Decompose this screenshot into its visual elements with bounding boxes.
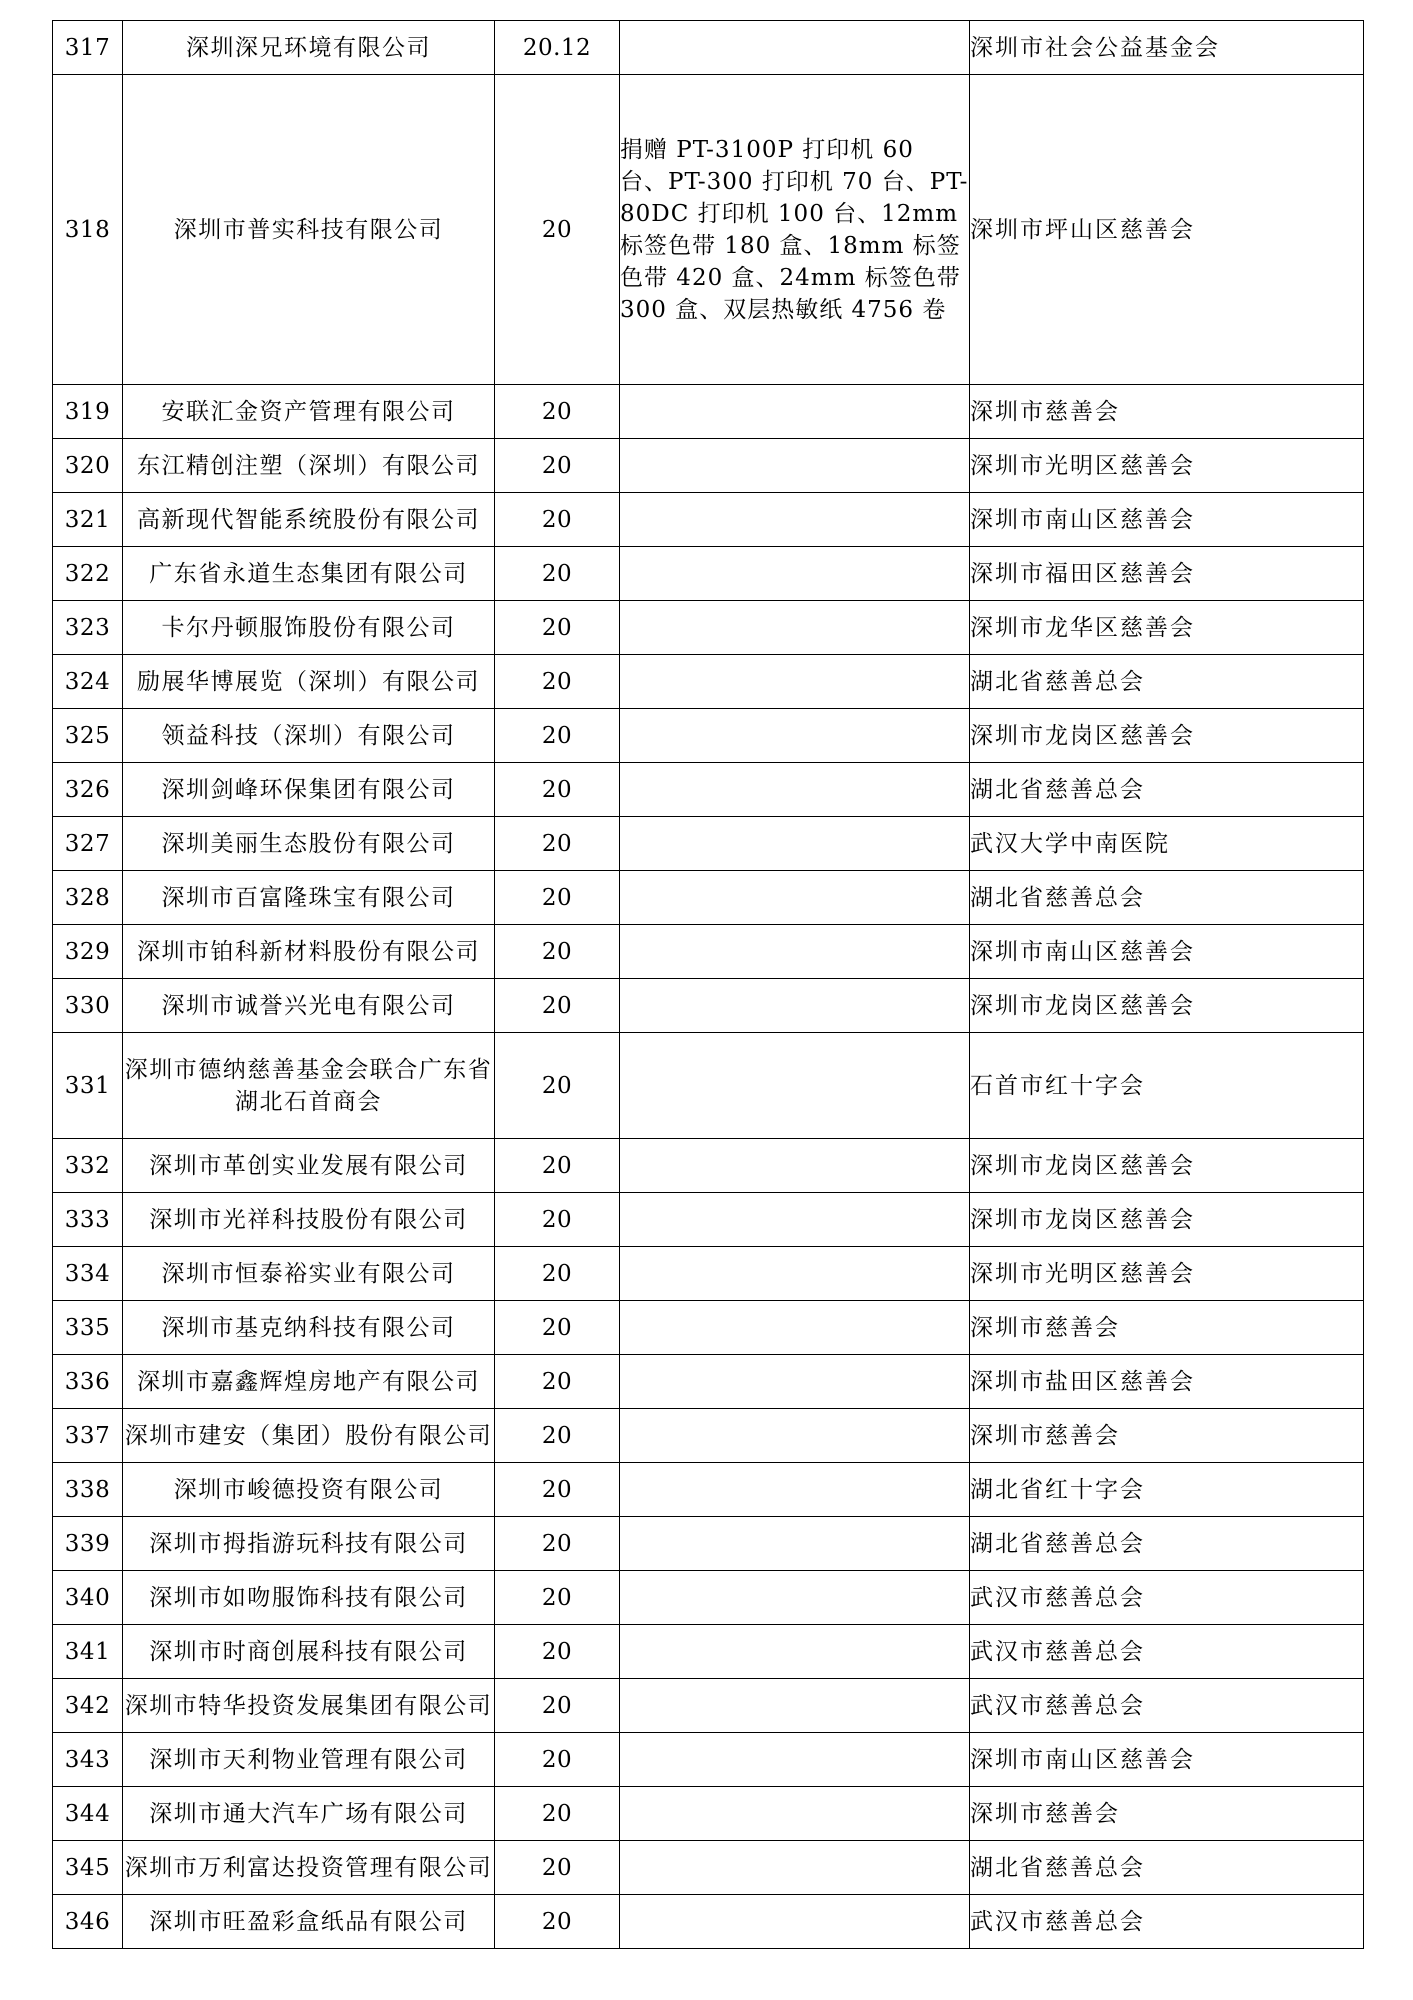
recipient-organization: 武汉大学中南医院 (970, 817, 1364, 871)
recipient-organization: 深圳市慈善会 (970, 385, 1364, 439)
recipient-organization: 深圳市龙岗区慈善会 (970, 979, 1364, 1033)
donation-amount: 20.12 (495, 21, 620, 75)
recipient-organization: 深圳市慈善会 (970, 1409, 1364, 1463)
donation-note (620, 601, 970, 655)
recipient-organization: 深圳市光明区慈善会 (970, 1247, 1364, 1301)
donation-amount: 20 (495, 1571, 620, 1625)
table-row (53, 709, 1364, 763)
donor-name: 深圳市旺盈彩盒纸品有限公司 (123, 1895, 495, 1949)
row-number: 324 (53, 655, 123, 709)
donation-amount: 20 (495, 1463, 620, 1517)
donor-name: 深圳市恒泰裕实业有限公司 (123, 1247, 495, 1301)
row-number: 338 (53, 1463, 123, 1517)
recipient-organization: 湖北省慈善总会 (970, 871, 1364, 925)
donation-note (620, 385, 970, 439)
table-row (53, 385, 1364, 439)
row-number: 323 (53, 601, 123, 655)
donor-name: 深圳剑峰环保集团有限公司 (123, 763, 495, 817)
donor-name: 深圳市基克纳科技有限公司 (123, 1301, 495, 1355)
recipient-organization: 武汉市慈善总会 (970, 1679, 1364, 1733)
donation-note (620, 1571, 970, 1625)
donor-name: 深圳市普实科技有限公司 (123, 75, 495, 385)
row-number: 326 (53, 763, 123, 817)
donation-note (620, 1301, 970, 1355)
row-number: 325 (53, 709, 123, 763)
donation-amount: 20 (495, 1517, 620, 1571)
table-row (53, 1033, 1364, 1139)
donation-amount: 20 (495, 493, 620, 547)
donor-name: 领益科技（深圳）有限公司 (123, 709, 495, 763)
donation-amount: 20 (495, 1355, 620, 1409)
recipient-organization: 深圳市龙华区慈善会 (970, 601, 1364, 655)
donation-amount: 20 (495, 1841, 620, 1895)
table-row (53, 1139, 1364, 1193)
row-number: 346 (53, 1895, 123, 1949)
donation-amount: 20 (495, 1733, 620, 1787)
donation-note (620, 655, 970, 709)
recipient-organization: 武汉市慈善总会 (970, 1895, 1364, 1949)
donor-name: 深圳市诚誉兴光电有限公司 (123, 979, 495, 1033)
recipient-organization: 深圳市龙岗区慈善会 (970, 1193, 1364, 1247)
donation-amount: 20 (495, 709, 620, 763)
donor-name: 深圳市铂科新材料股份有限公司 (123, 925, 495, 979)
donor-name: 深圳深兄环境有限公司 (123, 21, 495, 75)
table-row (53, 655, 1364, 709)
recipient-organization: 深圳市社会公益基金会 (970, 21, 1364, 75)
donor-name: 深圳市光祥科技股份有限公司 (123, 1193, 495, 1247)
row-number: 332 (53, 1139, 123, 1193)
donation-amount: 20 (495, 925, 620, 979)
table-row (53, 1193, 1364, 1247)
donor-name: 深圳市拇指游玩科技有限公司 (123, 1517, 495, 1571)
donation-note (620, 979, 970, 1033)
row-number: 320 (53, 439, 123, 493)
row-number: 340 (53, 1571, 123, 1625)
donation-note (620, 1895, 970, 1949)
table-row (53, 1679, 1364, 1733)
donation-note (620, 1033, 970, 1139)
row-number: 333 (53, 1193, 123, 1247)
donation-amount: 20 (495, 1895, 620, 1949)
row-number: 336 (53, 1355, 123, 1409)
donor-name: 高新现代智能系统股份有限公司 (123, 493, 495, 547)
donation-note: 捐赠 PT-3100P 打印机 60 台、PT-300 打印机 70 台、PT-80DC 打印机 100 台、12mm 标签色带 180 盒、18mm 标签色带 420 盒、24mm 标签色带 300 盒、双层热敏纸 4756 卷 (620, 75, 970, 385)
row-number: 342 (53, 1679, 123, 1733)
donation-amount: 20 (495, 1193, 620, 1247)
donation-note (620, 1841, 970, 1895)
table-row (53, 1463, 1364, 1517)
table-row (53, 1625, 1364, 1679)
recipient-organization: 深圳市慈善会 (970, 1301, 1364, 1355)
recipient-organization: 深圳市龙岗区慈善会 (970, 709, 1364, 763)
donation-note (620, 709, 970, 763)
donation-note (620, 1409, 970, 1463)
donation-table (52, 20, 1364, 1949)
donation-amount: 20 (495, 1409, 620, 1463)
recipient-organization: 深圳市盐田区慈善会 (970, 1355, 1364, 1409)
donation-note (620, 1679, 970, 1733)
donation-note (620, 1787, 970, 1841)
donation-amount: 20 (495, 655, 620, 709)
table-row (53, 1355, 1364, 1409)
recipient-organization: 湖北省红十字会 (970, 1463, 1364, 1517)
row-number: 322 (53, 547, 123, 601)
donation-amount: 20 (495, 75, 620, 385)
row-number: 339 (53, 1517, 123, 1571)
donation-note (620, 547, 970, 601)
row-number: 337 (53, 1409, 123, 1463)
recipient-organization: 石首市红十字会 (970, 1033, 1364, 1139)
table-row (53, 1571, 1364, 1625)
donation-note (620, 817, 970, 871)
donor-name: 深圳市万利富达投资管理有限公司 (123, 1841, 495, 1895)
table-row (53, 601, 1364, 655)
donor-name: 深圳市革创实业发展有限公司 (123, 1139, 495, 1193)
donation-amount: 20 (495, 979, 620, 1033)
donation-note (620, 1139, 970, 1193)
row-number: 334 (53, 1247, 123, 1301)
donation-note (620, 871, 970, 925)
table-row (53, 817, 1364, 871)
row-number: 331 (53, 1033, 123, 1139)
donor-name: 深圳市百富隆珠宝有限公司 (123, 871, 495, 925)
recipient-organization: 湖北省慈善总会 (970, 763, 1364, 817)
donation-note (620, 493, 970, 547)
donation-amount: 20 (495, 871, 620, 925)
donation-note (620, 1733, 970, 1787)
row-number: 319 (53, 385, 123, 439)
table-row (53, 21, 1364, 75)
row-number: 345 (53, 1841, 123, 1895)
donor-name: 深圳市通大汽车广场有限公司 (123, 1787, 495, 1841)
recipient-organization: 武汉市慈善总会 (970, 1571, 1364, 1625)
row-number: 335 (53, 1301, 123, 1355)
recipient-organization: 深圳市慈善会 (970, 1787, 1364, 1841)
donation-amount: 20 (495, 1787, 620, 1841)
table-row (53, 979, 1364, 1033)
donor-name: 深圳美丽生态股份有限公司 (123, 817, 495, 871)
donation-note (620, 439, 970, 493)
donation-amount: 20 (495, 1625, 620, 1679)
row-number: 328 (53, 871, 123, 925)
table-row (53, 1841, 1364, 1895)
donation-note (620, 21, 970, 75)
donation-note (620, 1193, 970, 1247)
donor-name: 卡尔丹顿服饰股份有限公司 (123, 601, 495, 655)
donor-name: 励展华博展览（深圳）有限公司 (123, 655, 495, 709)
recipient-organization: 深圳市南山区慈善会 (970, 493, 1364, 547)
donation-amount: 20 (495, 1301, 620, 1355)
row-number: 318 (53, 75, 123, 385)
donation-amount: 20 (495, 763, 620, 817)
donation-amount: 20 (495, 817, 620, 871)
recipient-organization: 湖北省慈善总会 (970, 1841, 1364, 1895)
donation-note (620, 1247, 970, 1301)
table-row (53, 75, 1364, 385)
row-number: 330 (53, 979, 123, 1033)
row-number: 327 (53, 817, 123, 871)
table-row (53, 925, 1364, 979)
recipient-organization: 武汉市慈善总会 (970, 1625, 1364, 1679)
table-row (53, 1517, 1364, 1571)
row-number: 329 (53, 925, 123, 979)
donor-name: 深圳市如吻服饰科技有限公司 (123, 1571, 495, 1625)
table-body (53, 21, 1364, 1949)
donation-amount: 20 (495, 1033, 620, 1139)
donor-name: 深圳市建安（集团）股份有限公司 (123, 1409, 495, 1463)
recipient-organization: 湖北省慈善总会 (970, 655, 1364, 709)
recipient-organization: 深圳市光明区慈善会 (970, 439, 1364, 493)
row-number: 341 (53, 1625, 123, 1679)
donation-note (620, 1463, 970, 1517)
row-number: 343 (53, 1733, 123, 1787)
donation-amount: 20 (495, 1139, 620, 1193)
recipient-organization: 湖北省慈善总会 (970, 1517, 1364, 1571)
table-row (53, 763, 1364, 817)
donor-name: 广东省永道生态集团有限公司 (123, 547, 495, 601)
table-row (53, 1247, 1364, 1301)
donation-amount: 20 (495, 439, 620, 493)
recipient-organization: 深圳市南山区慈善会 (970, 925, 1364, 979)
donation-amount: 20 (495, 1679, 620, 1733)
donor-name: 深圳市德纳慈善基金会联合广东省湖北石首商会 (123, 1033, 495, 1139)
donation-amount: 20 (495, 547, 620, 601)
donation-note (620, 1517, 970, 1571)
recipient-organization: 深圳市龙岗区慈善会 (970, 1139, 1364, 1193)
donor-name: 深圳市特华投资发展集团有限公司 (123, 1679, 495, 1733)
row-number: 344 (53, 1787, 123, 1841)
table-row (53, 1301, 1364, 1355)
donor-name: 深圳市峻德投资有限公司 (123, 1463, 495, 1517)
donation-note (620, 925, 970, 979)
recipient-organization: 深圳市南山区慈善会 (970, 1733, 1364, 1787)
donation-note (620, 1355, 970, 1409)
donor-name: 深圳市嘉鑫辉煌房地产有限公司 (123, 1355, 495, 1409)
donor-name: 深圳市时商创展科技有限公司 (123, 1625, 495, 1679)
table-row (53, 1733, 1364, 1787)
donation-amount: 20 (495, 601, 620, 655)
table-row (53, 439, 1364, 493)
table-row (53, 547, 1364, 601)
recipient-organization: 深圳市坪山区慈善会 (970, 75, 1364, 385)
donation-note (620, 763, 970, 817)
donor-name: 安联汇金资产管理有限公司 (123, 385, 495, 439)
table-row (53, 1787, 1364, 1841)
donor-name: 深圳市天利物业管理有限公司 (123, 1733, 495, 1787)
donation-amount: 20 (495, 385, 620, 439)
table-row (53, 871, 1364, 925)
table-row (53, 493, 1364, 547)
recipient-organization: 深圳市福田区慈善会 (970, 547, 1364, 601)
donation-amount: 20 (495, 1247, 620, 1301)
donor-name: 东江精创注塑（深圳）有限公司 (123, 439, 495, 493)
donation-note (620, 1625, 970, 1679)
row-number: 321 (53, 493, 123, 547)
table-row (53, 1409, 1364, 1463)
table-row (53, 1895, 1364, 1949)
row-number: 317 (53, 21, 123, 75)
